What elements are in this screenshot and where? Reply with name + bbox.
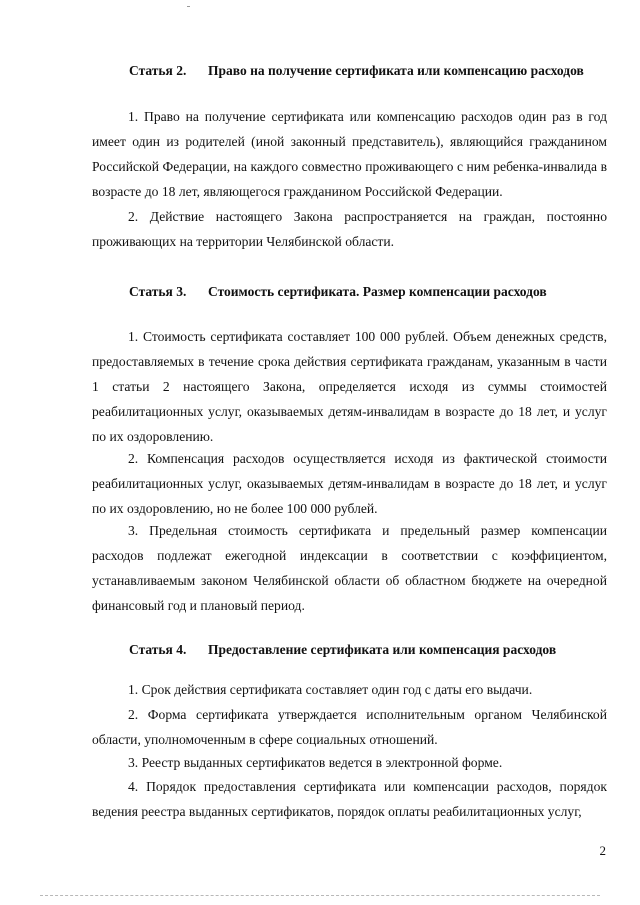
article-4-paragraph-1: 1. Срок действия сертификата составляет один год с даты его выдачи.	[128, 682, 533, 697]
article-number: Статья 2.	[129, 63, 187, 78]
page-number: 2	[599, 843, 606, 858]
article-number: Статья 3.	[129, 284, 187, 299]
scan-edge-line	[40, 895, 600, 896]
article-2-paragraph-1: 1. Право на получение сертификата или компенсацию расходов один раз в год имеет один из родителей (иной законный представитель), являющийся гражданином Российской Федерации, на каждого совместно проживающего с ним ребенка-инвалида в возрасте до 18 лет, являющегося гражданином Российской Федерации.	[92, 109, 607, 199]
article-title: Стоимость сертификата. Размер компенсации расходов	[208, 284, 547, 299]
article-title: Предоставление сертификата или компенсация расходов	[208, 642, 557, 657]
scan-artifact	[187, 6, 190, 7]
article-title: Право на получение сертификата или компенсацию расходов	[208, 63, 584, 78]
article-4-paragraph-2: 2. Форма сертификата утверждается исполнительным органом Челябинской области, уполномоченным в сфере социальных отношений.	[92, 707, 607, 747]
article-3-paragraph-3: 3. Предельная стоимость сертификата и предельный размер компенсации расходов подлежат ежегодной индексации в соответствии с коэффициентом, устанавливаемым законом Челябинской области об областном бюджете на очередной финансовый год и плановый период.	[92, 523, 607, 613]
article-3-paragraph-1: 1. Стоимость сертификата составляет 100 000 рублей. Объем денежных средств, предоставляемых в течение срока действия сертификата гражданам, указанным в части 1 статьи 2 настоящего Закона, определяется исходя из суммы стоимостей реабилитационных услуг, оказываемых детям-инвалидам в возрасте до 18 лет, и услуг по их оздоровлению.	[92, 329, 607, 444]
article-number: Статья 4.	[129, 642, 187, 657]
article-4-paragraph-4: 4. Порядок предоставления сертификата или компенсации расходов, порядок ведения реестра выданных сертификатов, порядок оплаты реабилитационных услуг,	[92, 779, 607, 819]
article-2-paragraph-2: 2. Действие настоящего Закона распространяется на граждан, постоянно проживающих на территории Челябинской области.	[92, 209, 607, 249]
article-4-paragraph-3: 3. Реестр выданных сертификатов ведется в электронной форме.	[128, 755, 503, 770]
article-3-paragraph-2: 2. Компенсация расходов осуществляется исходя из фактической стоимости реабилитационных услуг, оказываемых детям-инвалидам в возрасте до 18 лет, и услуг по их оздоровлению, но не более 100 000 рублей.	[92, 451, 607, 516]
